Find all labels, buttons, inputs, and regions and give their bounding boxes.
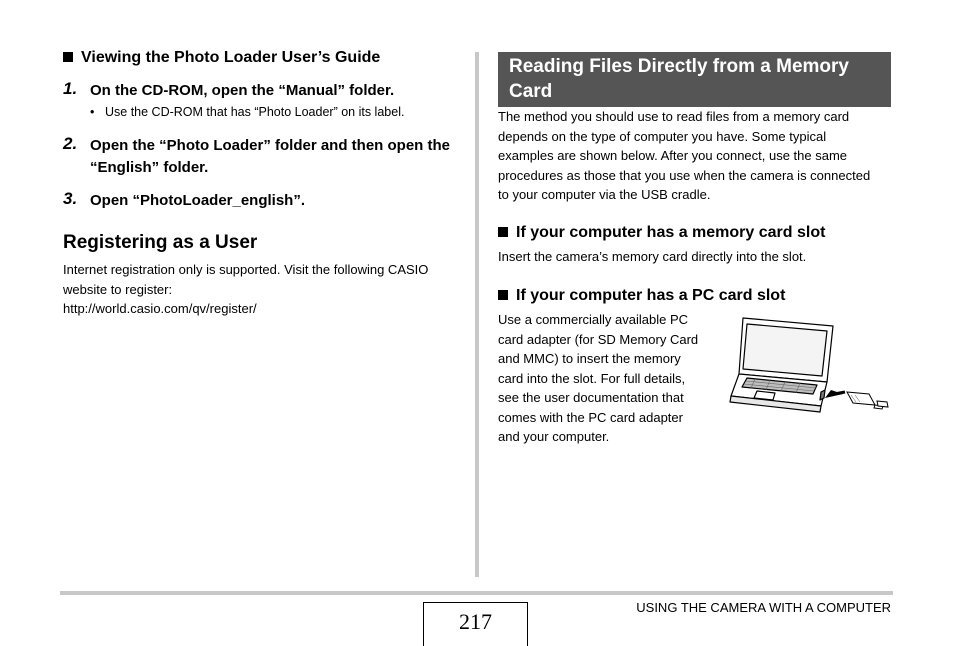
step-note-text: Use the CD-ROM that has “Photo Loader” on its label. <box>105 105 405 119</box>
intro-line: to your computer via the USB cradle. <box>498 187 711 202</box>
pc-card-heading <box>498 286 785 306</box>
step-text: Open the “Photo Loader” folder and then open the “English” folder. <box>90 137 450 176</box>
register-line: Internet registration only is supported. Visit the following CASIO <box>63 262 429 277</box>
register-title: Registering as a User <box>63 232 258 253</box>
register-line: website to register: <box>63 281 173 297</box>
intro-line: depends on the type of computer you have. Some typical <box>498 128 827 144</box>
section-banner: Reading Files Directly from a Memory Card <box>498 52 891 107</box>
step-text: On the CD-ROM, open the “Manual” folder. <box>90 82 395 99</box>
guide-heading-text: Viewing the Photo Loader User’s Guide <box>81 49 381 66</box>
square-bullet-icon <box>498 290 508 300</box>
pc-card-line: and your computer. <box>498 429 610 444</box>
step-number: 1. <box>63 79 78 98</box>
register-url: http://world.casio.com/qv/register/ <box>63 301 257 316</box>
memory-slot-heading-text: If your computer has a memory card slot <box>516 224 826 241</box>
memory-slot-heading <box>498 223 825 243</box>
square-bullet-icon <box>498 227 508 237</box>
pc-card-line: card into the slot. For full details, <box>498 370 686 386</box>
memory-slot-text: Insert the camera’s memory card directly into the slot. <box>498 249 807 264</box>
pc-card-line: and MMC) to insert the memory <box>498 351 681 366</box>
column-divider <box>475 52 479 577</box>
step-number: 2. <box>63 134 78 153</box>
pc-card-text <box>498 310 728 447</box>
pc-card-line: Use a commercially available PC <box>498 312 689 327</box>
register-text <box>63 260 428 319</box>
footer-section-label: USING THE CAMERA WITH A COMPUTER <box>636 600 891 615</box>
step-number: 3. <box>63 189 78 208</box>
laptop-with-pc-card-icon <box>725 312 895 424</box>
page-number: 217 <box>459 609 492 634</box>
footer-rule <box>60 591 893 595</box>
square-bullet-icon <box>63 52 73 62</box>
intro-line: examples are shown below. After you connect, use the same <box>498 148 848 163</box>
intro-text <box>498 107 898 205</box>
pc-card-line: see the user documentation that <box>498 390 684 405</box>
guide-heading <box>63 48 380 68</box>
intro-line: procedures as those that you use when the camera is connected <box>498 167 871 183</box>
pc-card-line: card adapter (for SD Memory Card <box>498 331 699 347</box>
step-text: Open “PhotoLoader_english”. <box>90 192 306 209</box>
bullet-dot-icon: • <box>90 105 95 119</box>
pc-card-heading-text: If your computer has a PC card slot <box>516 287 786 304</box>
page-number-box <box>423 602 528 646</box>
pc-card-line: comes with the PC card adapter <box>498 409 683 425</box>
intro-line: The method you should use to read files from a memory card <box>498 109 850 124</box>
